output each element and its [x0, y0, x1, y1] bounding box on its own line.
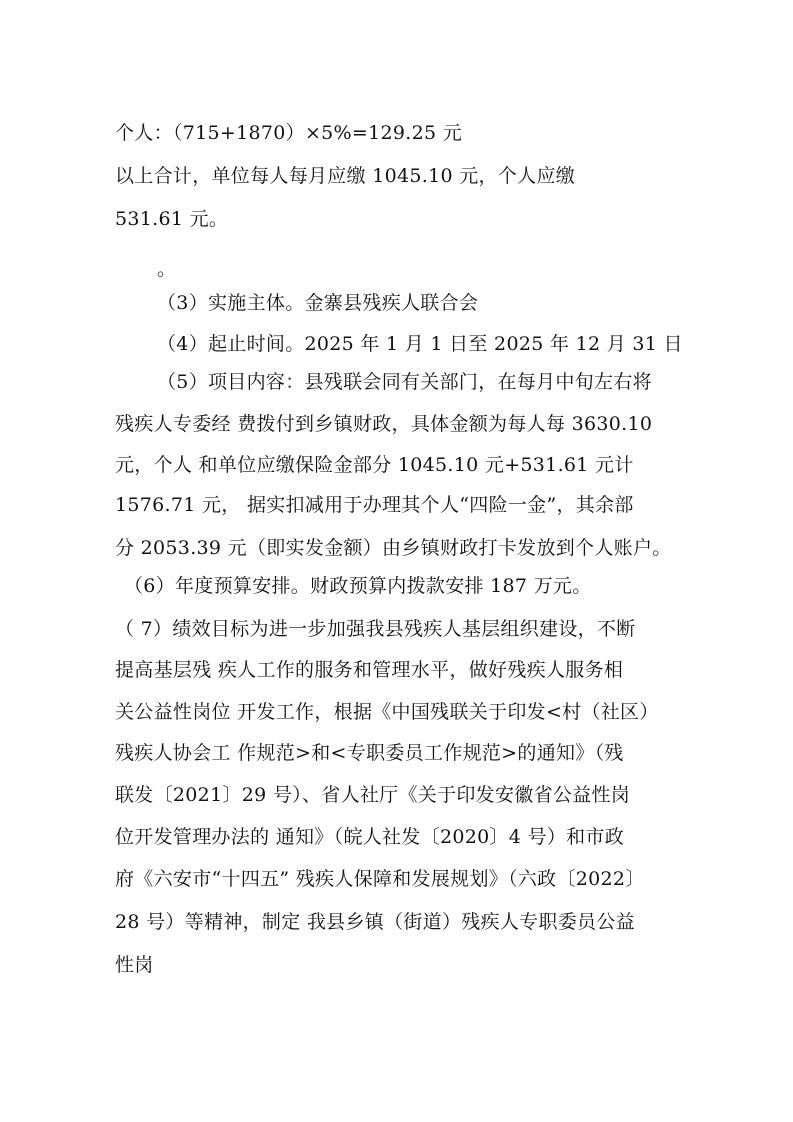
text-line: （ 7）绩效目标为进一步加强我县残疾人基层组织建设，不断 [115, 618, 636, 640]
text-line: 以上合计，单位每人每月应缴 1045.10 元，个人应缴 [115, 165, 576, 187]
text-line: 关公益性岗位 开发工作，根据《中国残联关于印发<村（社区） [115, 701, 659, 723]
text-line: 残疾人协会工 作规范>和<专职委员工作规范>的通知》（残 [115, 742, 624, 764]
text-line: 残疾人专委经 费拨付到乡镇财政，具体金额为每人每 3630.10 [115, 413, 653, 435]
text-line: 元，个人 和单位应缴保险金部分 1045.10 元+531.61 元计 [115, 454, 634, 476]
text-line: （5）项目内容：县残联会同有关部门，在每月中旬左右将 [157, 371, 652, 393]
text-line: 性岗 [115, 954, 154, 976]
text-line: 联发〔2021〕29 号）、省人社厅《关于印发安徽省公益性岗 [115, 784, 631, 806]
text-line: 分 2053.39 元（即实发金额）由乡镇财政打卡发放到个人账户。 [115, 537, 672, 559]
text-line: （6）年度预算安排。财政预算内拨款安排 187 万元。 [124, 575, 592, 597]
text-line: 位开发管理办法的 通知》（皖人社发〔2020〕4 号）和市政 [115, 826, 625, 848]
text-line: 提高基层残 疾人工作的服务和管理水平，做好残疾人服务相 [115, 659, 624, 681]
text-line: 28 号）等精神，制定 我县乡镇（街道）残疾人专职委员公益 [115, 911, 635, 933]
text-line: 。 [157, 258, 177, 280]
text-line: 531.61 元。 [115, 208, 229, 230]
text-line: 1576.71 元， 据实扣减用于办理其个人“四险一金”，其余部 [115, 494, 634, 516]
text-line: （3）实施主体。金寨县残疾人联合会 [157, 292, 479, 314]
text-line: 府《六安市“十四五” 残疾人保障和发展规划》（六政〔2022〕 [115, 868, 645, 890]
text-line: （4）起止时间。2025 年 1 月 1 日至 2025 年 12 月 31 日 [157, 333, 683, 355]
text-line: 个人：（715+1870）×5%=129.25 元 [115, 122, 463, 144]
